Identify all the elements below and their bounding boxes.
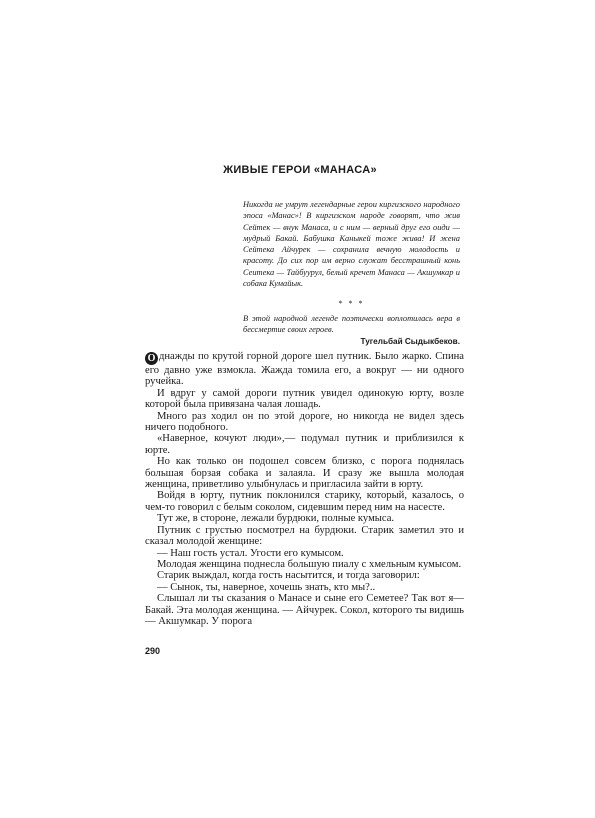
paragraph: — Наш гость устал. Угости его кумысом. (157, 547, 344, 559)
drop-cap: О (145, 352, 158, 365)
epigraph: Никогда не умрут легендарные герои киргизского народного эпоса «Манас»! В киргизском народе говорят, что жив Сейтек — внук Манаса, и с ним — верный друг его оиди — мудрый Бакай. Бабушка Каныкей тоже жива! И жена Сейтека Айчурек — сохранила вечную молодость и красоту. До сих пор им верно служат бесстрашный конь Сеитека — Тайбуурул, белый кречет Манаса — Акшумкар и собака Кумайык. (243, 200, 460, 289)
paragraph: Много раз ходил он по этой дороге, но никогда не видел здесь ничего подобного. (145, 410, 464, 434)
paragraph: Молодая женщина поднесла большую пиалу с хмельным кумысом. (157, 558, 462, 570)
body-text (145, 351, 464, 627)
epigraph-second: В этой народной легенде поэтически воплотилась вера в бессмертие своих героев. (243, 314, 460, 335)
chapter-title: ЖИВЫЕ ГЕРОИ «МАНАСА» (223, 164, 377, 176)
paragraph: И вдруг у самой дороги путник увидел одинокую юрту, возле которой была привязана чалая лошадь. (145, 387, 464, 411)
paragraph (145, 351, 464, 388)
paragraph: Путник с грустью посмотрел на бурдюки. Старик заметил это и сказал молодой женщине: (145, 524, 464, 548)
paragraph-text: днажды по крутой горной дороге шел путник. Было жарко. Спина его давно уже взмокла. Жажда томила его, а вокруг — ни одного ручейка. (145, 351, 464, 388)
section-divider: * * * (338, 299, 365, 308)
paragraph: Войдя в юрту, путник поклонился старику, который, казалось, о чем-то говорил с белым соколом, сидевшим перед ним на насесте. (145, 490, 464, 513)
paragraph: «Наверное, кочуют люди»,— подумал путник и приблизился к юрте. (145, 433, 464, 456)
paragraph: Тут же, в стороне, лежали бурдюки, полные кумыса. (157, 513, 395, 525)
paragraph: Старик выждал, когда гость насытится, и тогда заговорил: (157, 570, 420, 582)
page-number: 290 (145, 646, 161, 656)
epigraph-signature: Тугельбай Сыдыкбеков. (360, 337, 460, 346)
paragraph: Слышал ли ты сказания о Манасе и сыне его Семетее? Так вот я—Бакай. Эта молодая женщина. — Айчурек. Сокол, которого ты видишь — Акшумкар. У порога (145, 593, 464, 627)
paragraph: Но как только он подошел совсем близко, с порога поднялась большая борзая собака и залаяла. И сразу же вышла молодая женщина, приветливо улыбнулась и пригласила зайти в юрту. (145, 456, 464, 491)
paragraph: — Сынок, ты, наверное, хочешь знать, кто мы?.. (157, 581, 376, 593)
